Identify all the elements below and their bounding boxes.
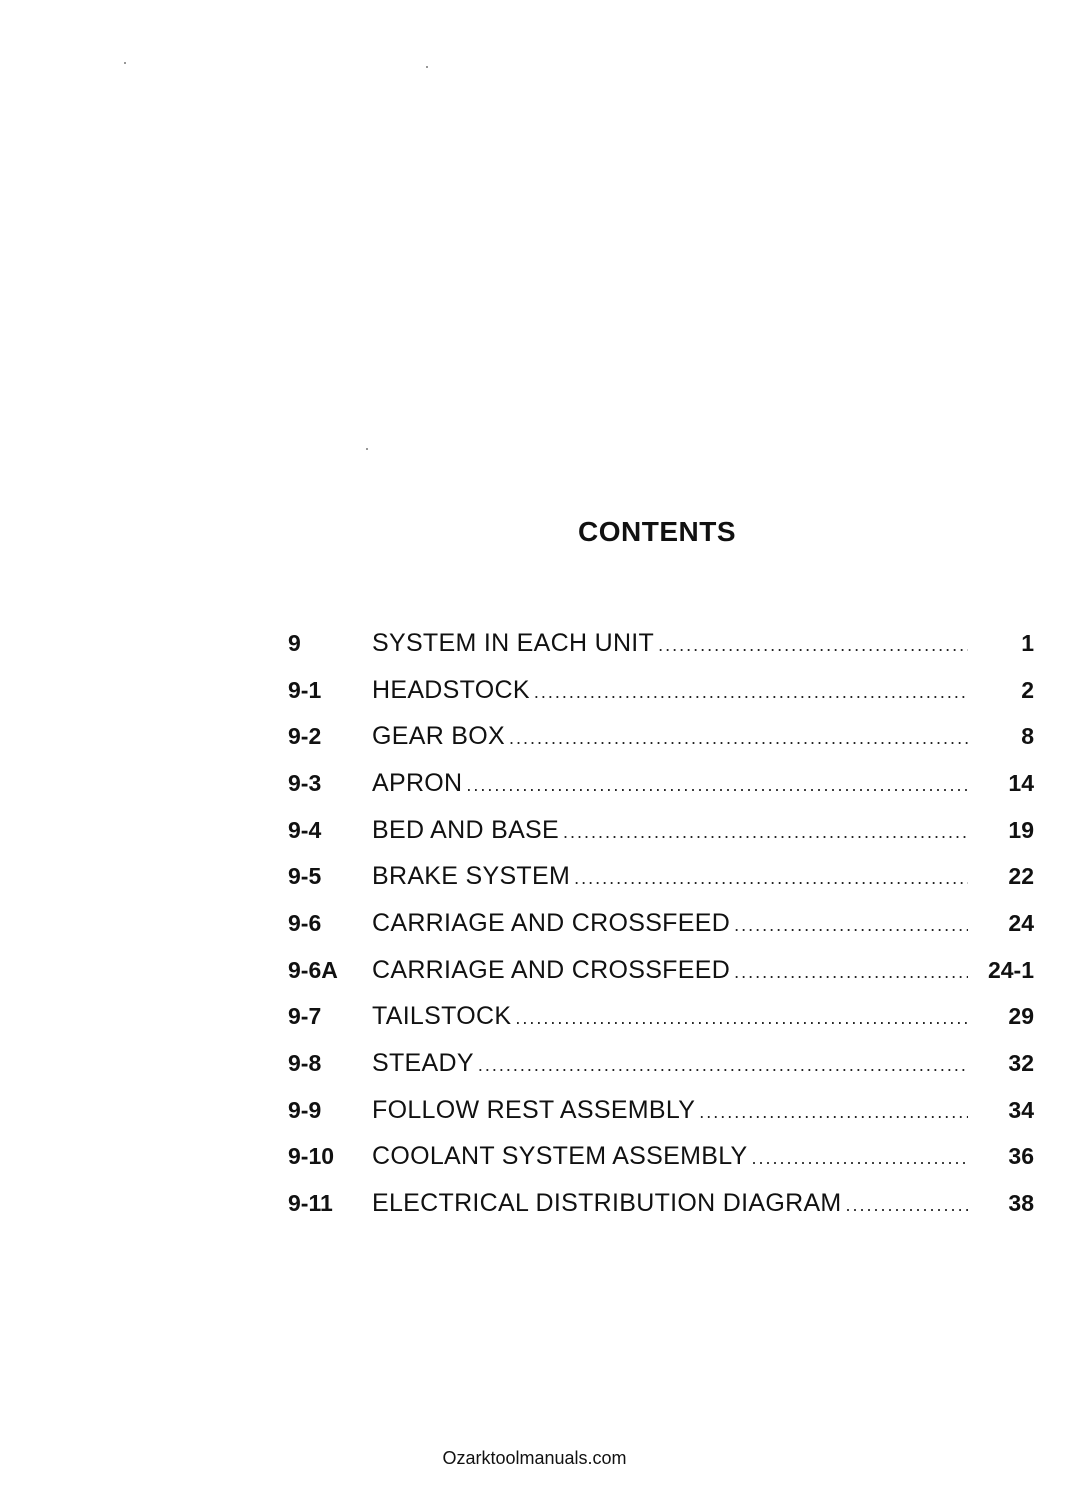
section-number: 9-6	[288, 909, 322, 936]
toc-entry[interactable]	[288, 667, 1034, 714]
toc-entry[interactable]	[288, 1180, 1034, 1227]
toc-entry[interactable]	[288, 620, 1034, 667]
toc-entry-text	[372, 1002, 968, 1031]
section-title: COOLANT SYSTEM ASSEMBLY	[372, 1142, 748, 1171]
section-number: 9-3	[288, 769, 322, 796]
scan-speck	[426, 66, 428, 68]
section-title: GEAR BOX	[372, 722, 505, 751]
toc-entry[interactable]	[288, 807, 1034, 854]
dot-leader	[658, 635, 968, 656]
toc-entry[interactable]	[288, 1087, 1034, 1134]
toc-entry-text	[372, 1049, 968, 1078]
toc-entry[interactable]	[288, 853, 1034, 900]
section-title: HEADSTOCK	[372, 675, 530, 704]
section-number: 9-8	[288, 1050, 322, 1077]
section-number: 9-9	[288, 1096, 322, 1123]
dot-leader	[752, 1148, 968, 1169]
page-number: 8	[1021, 723, 1034, 750]
section-number: 9-10	[288, 1143, 335, 1170]
page-number: 32	[1008, 1050, 1034, 1077]
dot-leader	[478, 1055, 968, 1076]
toc-entry-text	[372, 676, 968, 705]
toc-entry-text	[372, 769, 968, 798]
toc-entry-text	[372, 1096, 968, 1125]
page-number: 34	[1008, 1096, 1034, 1123]
toc-entry-text	[372, 1142, 968, 1171]
section-title: FOLLOW REST ASSEMBLY	[372, 1095, 696, 1124]
page-number: 14	[1008, 769, 1034, 796]
section-title: BRAKE SYSTEM	[372, 862, 571, 891]
toc-entry-text	[372, 629, 968, 658]
toc-entry[interactable]	[288, 713, 1034, 760]
section-title: CARRIAGE AND CROSSFEED	[372, 955, 731, 984]
scan-speck	[124, 62, 126, 64]
toc-entry-text	[372, 956, 968, 985]
dot-leader	[509, 728, 968, 749]
page-number: 38	[1008, 1190, 1034, 1217]
footer-watermark: Ozarktoolmanuals.com	[442, 1448, 627, 1468]
toc-entry-text	[372, 862, 968, 891]
page-number: 1	[1021, 629, 1034, 656]
section-title: SYSTEM IN EACH UNIT	[372, 628, 655, 657]
section-number: 9	[288, 629, 301, 656]
page-number: 29	[1008, 1003, 1034, 1030]
dot-leader	[574, 868, 968, 889]
page-number: 19	[1008, 816, 1034, 843]
dot-leader	[534, 682, 968, 703]
section-number: 9-4	[288, 816, 322, 843]
scan-speck	[366, 448, 368, 450]
section-title: CARRIAGE AND CROSSFEED	[372, 908, 731, 937]
section-title: STEADY	[372, 1049, 474, 1078]
section-number: 9-1	[288, 676, 322, 703]
toc-entry-text	[372, 909, 968, 938]
dot-leader	[734, 962, 968, 983]
toc-entry[interactable]	[288, 947, 1034, 994]
table-of-contents	[288, 620, 1034, 1227]
section-number: 9-5	[288, 863, 322, 890]
page-number: 24-1	[987, 956, 1034, 983]
section-title: BED AND BASE	[372, 815, 559, 844]
section-number: 9-2	[288, 723, 322, 750]
contents-title: CONTENTS	[578, 516, 736, 547]
toc-entry[interactable]	[288, 900, 1034, 947]
section-number: 9-6A	[288, 956, 338, 983]
page-number: 2	[1021, 676, 1034, 703]
section-title: ELECTRICAL DISTRIBUTION DIAGRAM	[372, 1189, 842, 1218]
toc-entry-text	[372, 1189, 968, 1218]
page-number: 24	[1008, 909, 1034, 936]
toc-entry[interactable]	[288, 1134, 1034, 1181]
section-title: TAILSTOCK	[372, 1002, 512, 1031]
toc-entry[interactable]	[288, 994, 1034, 1041]
dot-leader	[846, 1195, 968, 1216]
toc-entry[interactable]	[288, 760, 1034, 807]
toc-entry-text	[372, 722, 968, 751]
dot-leader	[563, 822, 968, 843]
toc-entry-text	[372, 816, 968, 845]
toc-entry[interactable]	[288, 1040, 1034, 1087]
section-title: APRON	[372, 768, 463, 797]
dot-leader	[699, 1102, 968, 1123]
dot-leader	[466, 775, 968, 796]
page-number: 36	[1008, 1143, 1034, 1170]
dot-leader	[734, 915, 968, 936]
dot-leader	[515, 1008, 968, 1029]
section-number: 9-11	[288, 1190, 333, 1217]
page-number: 22	[1008, 863, 1034, 890]
section-number: 9-7	[288, 1003, 322, 1030]
